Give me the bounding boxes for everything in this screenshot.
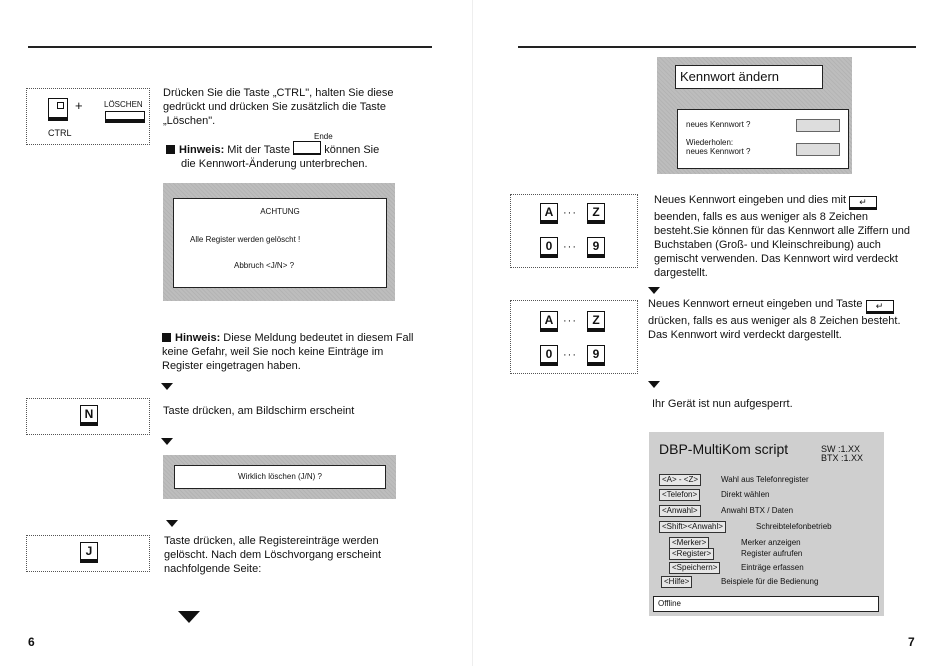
kennwort-form: neues Kennwort ? Wiederholen: neues Kennwort ? — [677, 109, 849, 169]
enter-key-icon: ↵ — [849, 196, 877, 210]
hilfe-button[interactable]: <Hilfe> — [661, 576, 692, 588]
achtung-line2: Abbruch <J/N> ? — [234, 261, 295, 270]
telefon-button[interactable]: <Telefon> — [659, 489, 700, 501]
ende-label: Ende — [314, 132, 333, 141]
key-j: J — [80, 542, 98, 563]
page-number-right: 7 — [908, 635, 915, 649]
key-0: 0 — [540, 237, 558, 258]
step2-text: Neues Kennwort erneut eingeben und Taste ↵ drücken, falls es aus weniger als 8 Zeichen besteht. Das Kennwort wird verdeckt dargestellt. — [648, 298, 901, 341]
merker-button[interactable]: <Merker> — [669, 537, 709, 549]
arrow-down-icon — [166, 520, 178, 527]
arrow-down-icon — [648, 381, 660, 388]
ctrl-label: CTRL — [48, 128, 72, 138]
plus-sign: + — [75, 98, 83, 113]
key-a: A — [540, 311, 558, 332]
menu-title: DBP-MultiKom script — [659, 441, 789, 457]
register-button[interactable]: <Register> — [669, 548, 714, 560]
hint-ende: Hinweis: Mit der Taste können Sie die Kennwort-Änderung unterbrechen. — [166, 141, 426, 171]
menu-btx: BTX :1.XX — [821, 453, 864, 463]
status-text: Offline — [658, 599, 681, 608]
bullet-square — [166, 145, 175, 154]
arrow-down-icon — [161, 438, 173, 445]
ende-key-icon — [293, 141, 321, 155]
key-a-z-button[interactable]: <A> - <Z> — [659, 474, 701, 486]
achtung-title: ACHTUNG — [260, 207, 300, 216]
confirm-screen — [163, 455, 396, 499]
top-rule-left — [28, 46, 432, 48]
key-0: 0 — [540, 345, 558, 366]
loeschen-key-icon — [105, 111, 145, 123]
enter-key-icon: ↵ — [866, 300, 894, 314]
az09-keybox-1: A ··· Z 0 ··· 9 — [510, 194, 638, 268]
key-9: 9 — [587, 237, 605, 258]
speichern-button[interactable]: <Speichern> — [669, 562, 720, 574]
step-n-text: Taste drücken, am Bildschirm erscheint — [163, 405, 355, 417]
kennwort-title: Kennwort ändern — [680, 69, 780, 84]
step-j-text: Taste drücken, alle Registereinträge werden gelöscht. Nach dem Löschvorgang erscheint nachfolgende Seite: — [164, 535, 382, 575]
bullet-square — [162, 333, 171, 342]
kennwort-screen — [657, 57, 852, 174]
status-bar — [653, 596, 879, 612]
j-keybox — [26, 535, 150, 572]
instruction-ctrl-loeschen: Drücken Sie die Taste „CTRL", halten Sie diese gedrückt und drücken Sie zusätzlich die Taste „Löschen". — [163, 87, 394, 127]
anwahl-button[interactable]: <Anwahl> — [659, 505, 701, 517]
az09-keybox-2: A ··· Z 0 ··· 9 — [510, 300, 638, 374]
multikom-screen: DBP-MultiKom script SW :1.XX BTX :1.XX <A> - <Z> Wahl aus Telefonregister <Telefon> Direkt wählen <Anwahl> Anwahl BTX / Daten <Shift><Anwahl> Schreibtelefonbetrieb <Merker> Merker anzeigen <Register> Register aufrufen <Speichern> Einträge erfassen <Hilfe> Beispiele für die Bedienung Offline — [649, 432, 884, 616]
key-9: 9 — [587, 345, 605, 366]
key-a: A — [540, 203, 558, 224]
page-fold — [472, 0, 473, 666]
ctrl-loeschen-keybox — [26, 88, 150, 145]
unlocked-text: Ihr Gerät ist nun aufgesperrt. — [652, 398, 793, 410]
new-password-field[interactable] — [796, 119, 840, 132]
page-number-left: 6 — [28, 635, 35, 649]
menu-sw: SW :1.XX — [821, 444, 861, 454]
arrow-down-large-icon — [178, 611, 200, 623]
hint-meldung: Hinweis: Diese Meldung bedeutet in diesem Fall keine Gefahr, weil Sie noch keine Einträge im Register eingetragen haben. — [162, 332, 414, 372]
shift-anwahl-button[interactable]: <Shift><Anwahl> — [659, 521, 726, 533]
ctrl-key-icon — [48, 98, 68, 121]
step1-text: Neues Kennwort eingeben und dies mit ↵ beenden, falls es aus weniger als 8 Zeichen besteht.Sie können für das Kennwort alle Ziffern und Buchstaben (Groß- und Kleinschreibung) auch gemischt verwenden. Das Kennwort wird verdeckt dargestellt. — [654, 194, 911, 279]
achtung-line1: Alle Register werden gelöscht ! — [190, 235, 301, 244]
repeat-password-field[interactable] — [796, 143, 840, 156]
n-keybox — [26, 398, 150, 435]
loeschen-label: LÖSCHEN — [104, 100, 143, 109]
confirm-text: Wirklich löschen (J/N) ? — [237, 472, 322, 481]
arrow-down-icon — [648, 287, 660, 294]
key-z: Z — [587, 203, 605, 224]
achtung-screen — [163, 183, 395, 301]
key-n: N — [80, 405, 98, 426]
kennwort-title-box — [675, 65, 823, 89]
top-rule-right — [518, 46, 916, 48]
arrow-down-icon — [161, 383, 173, 390]
key-z: Z — [587, 311, 605, 332]
